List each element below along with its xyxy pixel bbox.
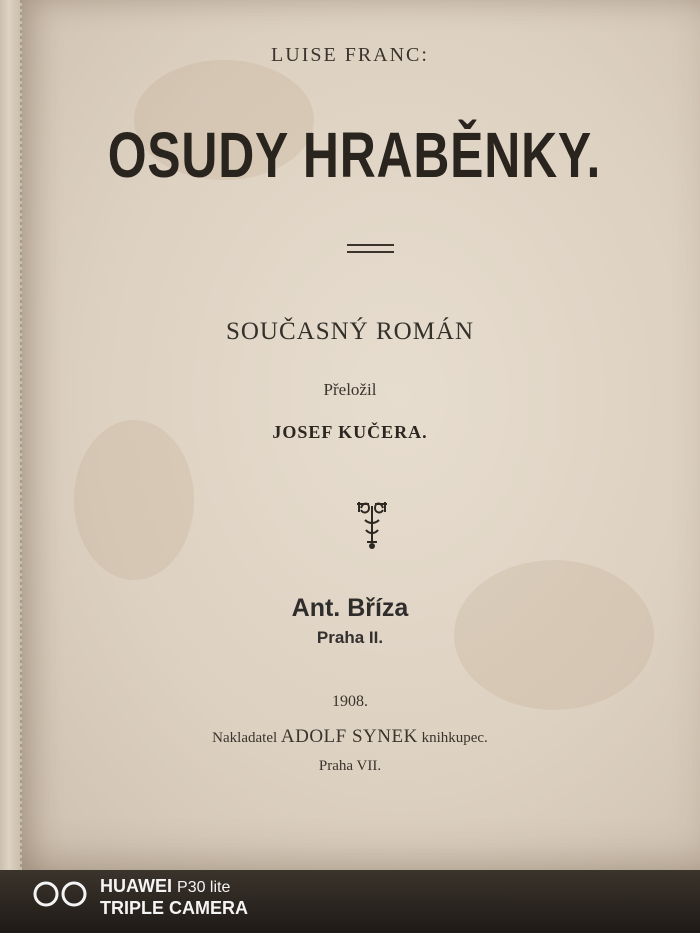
bookseller-stamp-name: Ant. Bříza [291,594,409,622]
camera-logo-icon [32,881,90,907]
book-subtitle: SOUČASNÝ ROMÁN [225,318,475,345]
title-divider [347,251,394,253]
publication-year: 1908. [332,693,368,710]
bookseller-stamp-city: Praha II. [316,628,384,647]
publisher-line [0,726,700,748]
publisher-suffix: knihkupec. [421,730,488,746]
publisher-city: Praha VII. [318,758,382,774]
book-title: OSUDY HRABĚNKY. [107,119,602,191]
book-binding [0,0,22,933]
author-name: LUISE FRANC: [271,44,429,66]
title-divider [347,244,394,246]
publisher-name: ADOLF SYNEK [280,726,418,747]
camera-brand [100,876,230,897]
camera-brand-name: HUAWEI [100,876,172,896]
paper-stain [74,420,194,580]
translated-by-label: Přeložil [323,380,377,399]
camera-model: P30 lite [177,879,231,896]
publisher-prefix: Nakladatel [212,730,278,746]
ornament-icon [353,498,391,550]
translator-name: JOSEF KUČERA. [272,422,428,442]
camera-type: TRIPLE CAMERA [100,898,248,918]
